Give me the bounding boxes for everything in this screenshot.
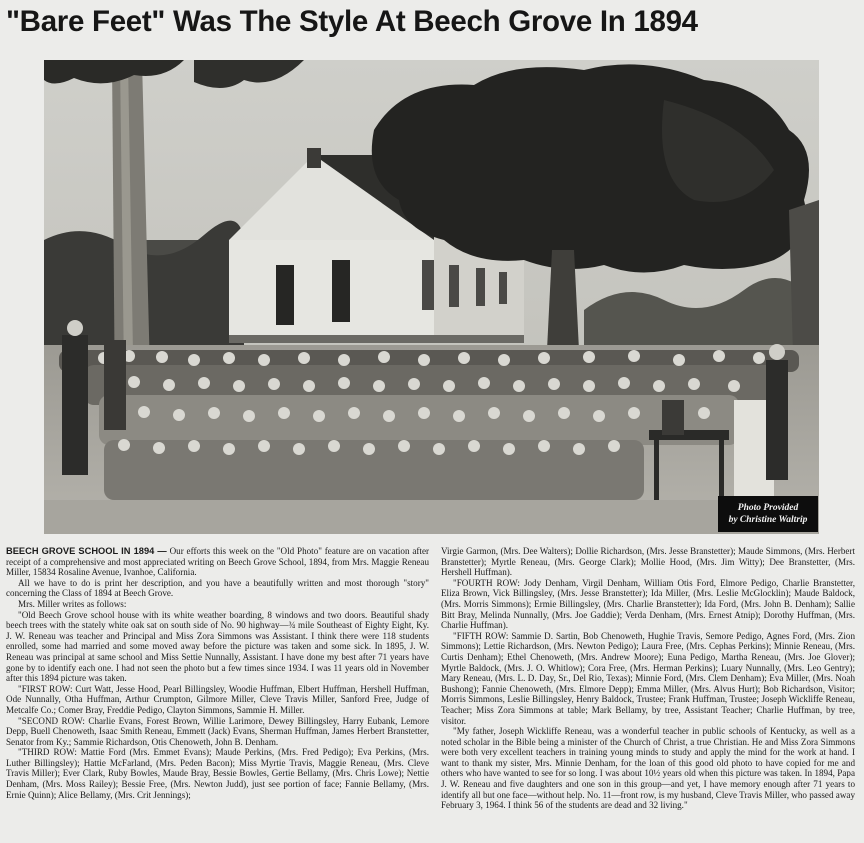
article-paragraph: "FOURTH ROW: Jody Denham, Virgil Denham, William Otis Ford, Elmore Pedigo, Charlie Branstetter, Eliza Brown, Vick Billingsley, (Mrs. Jesse Branstetter); Ida Miller, (Mrs. Leslie McGlocklin); Maude Baldock, (Mrs. Morris Simmons); Ermie Billingsley, (Mrs. Charlie Branstetter); Ida Ford, (Mrs. John B. Denham); Sallie Bitt Bray, Melinda Nunnally, (Mrs. Joe Gaddie); Verda Denham, (Mrs. Ernest Atnip); Dorothy Huffman, (Mrs. Charlie Huffman). [441, 577, 855, 631]
article-paragraph: Virgie Garmon, (Mrs. Dee Walters); Dollie Richardson, (Mrs. Jesse Branstetter); Maude Simmons, (Mrs. Herbert Branstetter); Myrtle Reneau, (Mrs. George Clark); Mollie Hood, (Mrs. Jim Witty); Dee Branstetter, (Mrs. Hershell Huffman). [441, 546, 855, 578]
photo-illustration [44, 60, 819, 534]
article-paragraph: All we have to do is print her description, and you have a beautifully written and most thorough "story" concerning the Class of 1894 at Beech Grove. [6, 577, 429, 599]
headline: "Bare Feet" Was The Style At Beech Grove In 1894 [6, 5, 698, 38]
article-left-column [6, 546, 429, 838]
article-text: Our efforts this week on the "Old Photo" feature are on vacation after receipt of a comprehensive and most appreciated writing on Beech Grove School, 1894, from Mrs. Maggie Reneau Miller, 15834 Rosaline Avenue, Ivanhoe, California. [6, 546, 429, 578]
article-paragraph: "My father, Joseph Wickliffe Reneau, was a wonderful teacher in public schools of Kentucky, as well as a noted scholar in the Bible being a minister of the Church of Christ, a true Christian. He and Miss Zora Simmons were both very excellent teachers in training young minds to study and apply the mind for the work at hand. I want to thank my sister, Mrs. Minnie Denham, for the loan of this good old photo to have copied for me and others who have wanted to see for so long. I was about 10½ years old when this picture was taken. In 1894, Papa J. W. Reneau and five daughters and one son in this group—and yet, I have memory enough after 71 years to identify all but one face—without help. No. 11—front row, is my husband, Cleve Travis Miller, who passed away February 3, 1964. I think 56 of the students are dead and 32 living." [441, 726, 855, 811]
photo-credit-line1: Photo Provided [737, 503, 799, 513]
photo-credit [718, 496, 818, 532]
photo-credit-line2: by Christine Waltrip [728, 515, 808, 525]
article-paragraph: "Old Beech Grove school house with its white weather boarding, 8 windows and two doors. Beautiful shady beech trees with the stately white oak sat on south side of No. 90 highway—¾ mile Southeast of Eighty Eight, Ky. J. W. Reneau was teacher and Principal and Miss Zora Simmons was Assistant. I think there were 118 students enrolled, some had married and some moved away before the picture was taken and some sick. In 1895, J. W. Reneau was principal at same school and Miss Settie Nunnally, Assistant. I have done my best after 71 years have gone by to identify each one. I had not seen the photo but a few times since 1934. I was 11 years old in November after this 1894 picture was taken. [6, 609, 429, 684]
article-paragraph: "THIRD ROW: Mattie Ford (Mrs. Emmet Evans); Maude Perkins, (Mrs. Fred Pedigo); Eva Perkins, (Mrs. Luther Billingsley); Hattie McFarland, (Mrs. Peden Bacon); Miss Myrtie Travis, Maggie Reneau, (Mrs. Cleve Travis Miller); Ever Clark, Ruby Bowles, Maude Bray, Bessie Bowles, Gertie Bellamy, (Mrs. Chris Lowe); Nettie Denham, (Mrs. Moss Railey); Bessie Free, (Mrs. Newton Judd), just see portion of face; Fannie Bellamy, (Mrs. Ernie Quinn); Alice Bellamy, (Mrs. Crit Jennings); [6, 747, 429, 800]
article-paragraph: "SECOND ROW: Charlie Evans, Forest Brown, Willie Larimore, Dewey Billingsley, Harry Eubank, Lemore Depp, Buell Chenoweth, Isaac Smith Reneau, Emmett (Jack) Evans, Sherman Huffman, James Herbert Branstetter, Senator from Ky.; Sammie Richardson, Otis Chenoweth, John B. Denham. [6, 715, 429, 747]
article-right-column [441, 546, 855, 838]
school-group-photo [44, 60, 819, 534]
article-paragraph: Mrs. Miller writes as follows: [18, 598, 127, 609]
article-paragraph: "FIFTH ROW: Sammie D. Sartin, Bob Chenoweth, Hughie Travis, Semore Pedigo, Agnes Ford, (Mrs. Zion Simmons); Lettie Richardson, (Mrs. Newton Pedigo); Laura Free, (Mrs. Cephas Perkins); Minnie Reneau, (Mrs. Curtis Denham); Ethel Chenoweth, (Mrs. Andrew Moore); Euna Pedigo, Martha Reneau, (Mrs. Joe Glover); Myrtle Baldock, (Mrs. J. O. Whitlow); Cora Free, (Mrs. Herman Perkins); Luary Nunnally, (Mrs. Leo Gentry); Mary Reneau, (Mrs. L. D. Day, Sr., Del Rio, Texas); Minnie Ford, (Mrs. Clem Denham); Eva Miller, (Mrs. Noah Bushong); Fannie Chenoweth, (Mrs. Elmore Depp); Emma Miller, (Mrs. Alvus Hurt); Bob Richardson, Visitor; Morris Simmons, Leslie Billingsley, Henry Baldock, Trustee; Frank Huffman, Trustee; Joseph Wickliffe Reneau, Teacher; Miss Zora Simmons at table; Mark Bellamy, by tree, Assistant Teacher; Charlie Huffman, by tree, visitor. [441, 630, 855, 726]
article-lead: BEECH GROVE SCHOOL IN 1894 — [6, 546, 167, 556]
article-paragraph [6, 546, 429, 578]
article-paragraph: "FIRST ROW: Curt Watt, Jesse Hood, Pearl Billingsley, Woodie Huffman, Elbert Huffman, Hershell Huffman, Ode Nunnally, Otha Huffman, Arthur Crumpton, Gilmore Miller, Cleve Travis Miller, Sanford Free, Judge of Metcalfe Co.; Comer Bray, Freddie Pedigo, Clayton Simmons, Sammie H. Miller. [6, 683, 429, 715]
